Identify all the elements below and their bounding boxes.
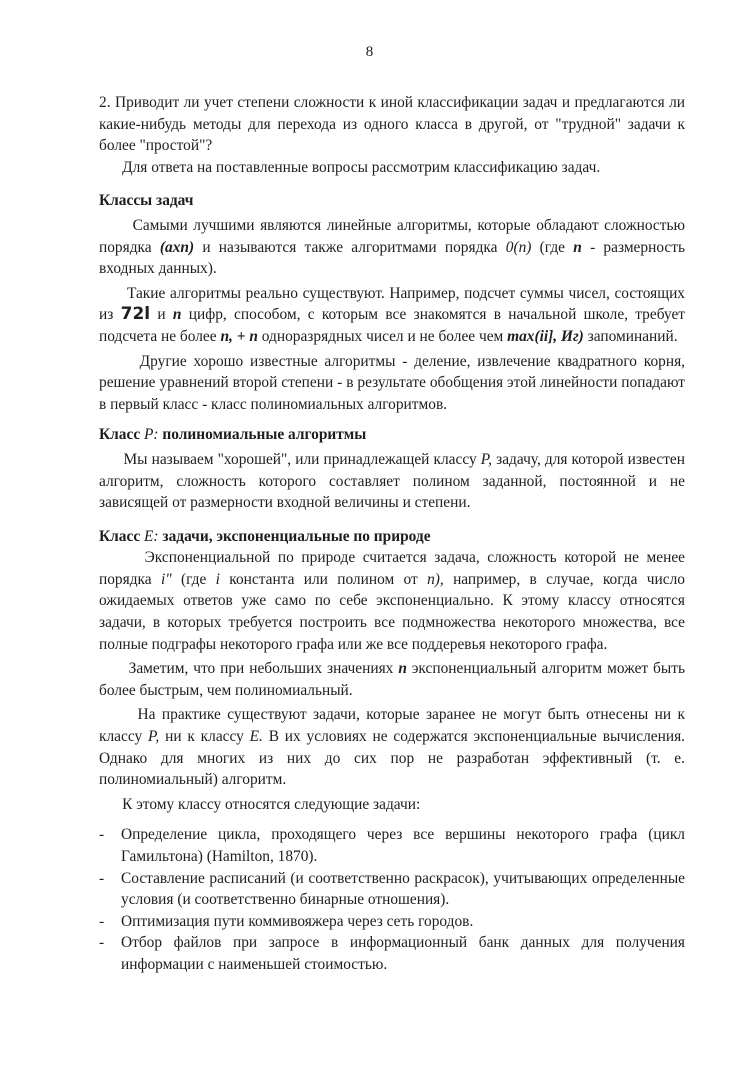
paragraph-sum-example: Такие алгоритмы реально существуют. Например, подсчет суммы чисел, состоящих из 72l и n цифр, способом, с которым все знакомятся в начальной школе, требует подсчета не более n, + n одноразрядных чисел и не более чем max(ii], Иг) запоминаний. (99, 284, 685, 345)
paragraph-list-intro: К этому классу относятся следующие задачи: (122, 795, 421, 813)
page-number: 8 (365, 44, 374, 60)
section-heading-class-e: Класс E: задачи, экспоненциальные по природе (99, 527, 431, 545)
list-item: - Определение цикла, проходящего через все вершины некоторого графа (цикл Гамильтона) (Hamilton, 1870). (99, 824, 685, 867)
math-axn: (axn) (159, 238, 195, 256)
math-n: n (573, 238, 582, 256)
math-n2: n (172, 306, 182, 324)
math-max: max(ii], Иг) (507, 327, 584, 345)
math-72l: 72l (120, 304, 151, 325)
list-item: - Составление расписаний (и соответственно раскрасок), учитывающих определенные условия (и соответственно бинарные отношения). (99, 868, 685, 911)
answer-paragraph: Для ответа на поставленные вопросы рассмотрим классификацию задач. (122, 158, 601, 176)
page-body (99, 92, 685, 976)
math-order: 0(n) (505, 238, 532, 256)
section-heading-classes: Классы задач (99, 192, 194, 210)
problem-list (99, 824, 685, 975)
math-n-sum: n, + n (220, 327, 258, 345)
question-2-paragraph: 2. Приводит ли учет степени сложности к иной классификации задач и предлагаются ли какие-нибудь методы для перехода из одного класса в другой, от "трудной" задачи к более "простой"? (99, 94, 685, 155)
paragraph-practice: На практике существуют задачи, которые заранее не могут быть отнесены ни к классу P, ни к классу E. В их условиях не содержатся экспоненциальные вычисления. Однако для многих из них до сих пор не разработан эффективный (т. е. полиномиальный) алгоритм. (99, 706, 686, 789)
paragraph-note-small-n: Заметим, что при небольших значениях n экспоненциальный алгоритм может быть более быстрым, чем полиномиальный. (99, 660, 685, 699)
section-heading-class-p: Класс P: полиномиальные алгоритмы (99, 426, 367, 444)
paragraph-exponential: Экспоненциальной по природе считается задача, сложность которой не менее порядка i" (где i константа или полином от n), например, в случае, когда число ожидаемых ответов уже само по себе экспоненциально. К этому классу относятся задачи, в которых требуется построить все подмножества некоторого множества, все полные подграфы некоторого графа или же все поддеревья некоторого графа. (99, 549, 686, 653)
list-item: - Отбор файлов при запросе в информационный банк данных для получения информации с наименьшей стоимостью. (99, 932, 685, 975)
paragraph-good-problem: Мы называем "хорошей", или принадлежащей классу P, задачу, для которой известен алгоритм, сложность которого составляет полином заданной, постоянной и не зависящей от размерности входной величины и степени. (99, 450, 686, 512)
paragraph-linear-algorithms: Самыми лучшими являются линейные алгоритмы, которые обладают сложностью порядка (axn) и называются также алгоритмами порядка 0(n) (где n - размерность входных данных). (99, 216, 685, 278)
list-item: - Оптимизация пути коммивояжера через сеть городов. (99, 911, 685, 933)
paragraph-other-algorithms: Другие хорошо известные алгоритмы - деление, извлечение квадратного корня, решение уравнений второй степени - в результате обобщения этой линейности попадают в первый класс - класс полиномиальных алгоритмов. (99, 352, 685, 413)
